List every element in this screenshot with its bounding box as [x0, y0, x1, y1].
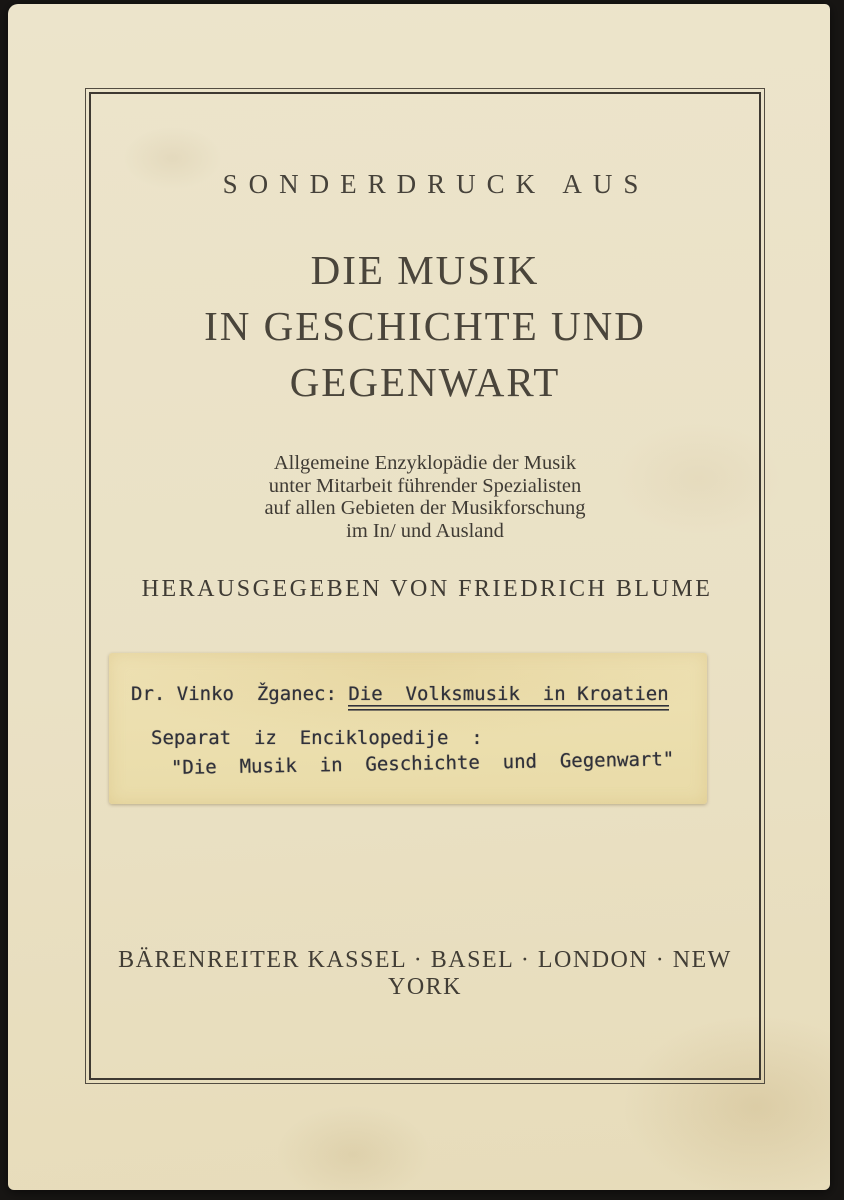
title-line-1: DIE MUSIK [310, 247, 540, 293]
title-line-2: IN GESCHICHTE UND [204, 303, 646, 349]
subtitle-line-1: Allgemeine Enzyklopädie der Musik [273, 452, 577, 474]
subtitle-line-4: im In/ und Ausland [346, 519, 504, 542]
book-cover-page [8, 4, 830, 1190]
label-encyclopedia-line: "Die Musik in Geschichte und Gegenwart" [170, 748, 675, 779]
label-author: Dr. Vinko Žganec: [131, 683, 349, 705]
subtitle-line-3: auf allen Gebieten der Musikforschung [264, 497, 586, 519]
pasted-typewritten-label [109, 653, 707, 804]
title-line-3: GEGENWART [289, 359, 561, 405]
series-heading: SONDERDRUCK AUS [222, 169, 650, 199]
label-separat-line: Separat iz Enciklopedije : [151, 727, 483, 749]
book-title [86, 242, 764, 410]
editor-line: HERAUSGEGEBEN VON FRIEDRICH BLUME [141, 576, 713, 602]
decorative-double-border [85, 88, 765, 1084]
publisher-line: BÄRENREITER KASSEL · BASEL · LONDON · NEW YORK [118, 947, 732, 1000]
subtitle-line-2: unter Mitarbeit führender Spezialisten [268, 474, 582, 497]
subtitle [86, 452, 764, 542]
label-article-title: Die Volksmusik in Kroatien [348, 683, 668, 711]
label-author-title-line [131, 683, 669, 705]
